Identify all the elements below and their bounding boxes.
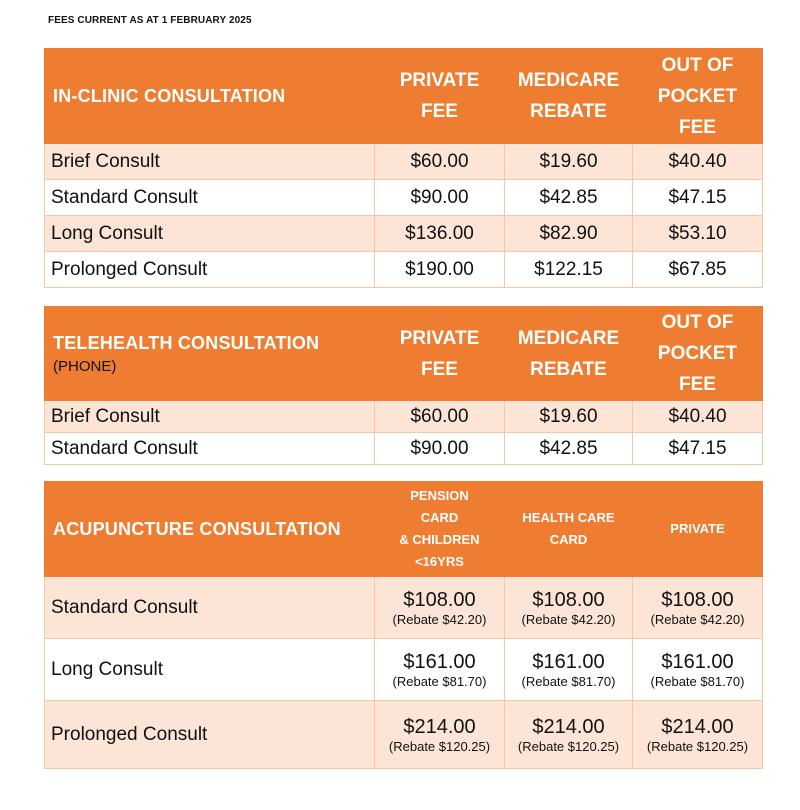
in-clinic-fee-table <box>44 48 763 288</box>
header-line: PRIVATE <box>399 327 480 349</box>
fee-amount: $161.00 <box>403 650 476 673</box>
table-row <box>45 639 763 701</box>
consult-name: Brief Consult <box>45 144 375 180</box>
fees-date-notice: FEES CURRENT AS AT 1 FEBRUARY 2025 <box>48 15 252 26</box>
pension-fee-cell <box>375 701 505 769</box>
table-row <box>45 701 763 769</box>
in-clinic-title: IN-CLINIC CONSULTATION <box>45 49 375 144</box>
header-line: REBATE <box>530 101 607 122</box>
private-fee: $60.00 <box>375 401 505 433</box>
header-line: FEE <box>679 374 716 395</box>
health-care-card-header <box>505 482 633 577</box>
health-care-card-fee-cell <box>505 701 633 769</box>
table-row <box>45 252 763 288</box>
out-of-pocket-fee: $53.10 <box>633 216 763 252</box>
consult-name: Standard Consult <box>45 433 375 465</box>
telehealth-subtitle: (PHONE) <box>53 357 117 375</box>
health-care-card-fee-cell <box>505 639 633 701</box>
header-line: OUT OF <box>661 312 734 333</box>
pension-card-header <box>375 482 505 577</box>
fee-amount: $108.00 <box>532 588 605 611</box>
telehealth-title: TELEHEALTH CONSULTATION <box>53 332 320 353</box>
header-line: PRIVATE <box>670 521 725 536</box>
out-of-pocket-header <box>633 49 763 144</box>
rebate-amount: (Rebate $81.70) <box>650 673 745 689</box>
medicare-rebate: $122.15 <box>505 252 633 288</box>
table-row <box>45 216 763 252</box>
fee-amount: $108.00 <box>403 588 476 611</box>
consult-name: Standard Consult <box>45 577 375 639</box>
private-fee: $136.00 <box>375 216 505 252</box>
header-line: CARD <box>549 532 588 547</box>
header-line: PENSION <box>410 488 469 503</box>
medicare-rebate: $19.60 <box>505 144 633 180</box>
private-fee-header <box>375 49 505 144</box>
private-fee: $90.00 <box>375 433 505 465</box>
out-of-pocket-fee: $67.85 <box>633 252 763 288</box>
private-fee: $60.00 <box>375 144 505 180</box>
private-fee-cell <box>633 701 763 769</box>
header-line: HEALTH CARE <box>522 510 615 525</box>
private-fee-cell <box>633 639 763 701</box>
table-row <box>45 180 763 216</box>
consult-name: Prolonged Consult <box>45 252 375 288</box>
rebate-amount: (Rebate $42.20) <box>392 611 487 627</box>
out-of-pocket-header <box>633 307 763 401</box>
consult-name: Long Consult <box>45 639 375 701</box>
header-line: & CHILDREN <box>399 532 480 547</box>
header-line: MEDICARE <box>517 327 620 349</box>
rebate-amount: (Rebate $120.25) <box>646 738 749 754</box>
telehealth-header-row <box>45 307 763 401</box>
fee-amount: $214.00 <box>532 715 605 738</box>
fee-amount: $108.00 <box>661 588 734 611</box>
consult-name: Standard Consult <box>45 180 375 216</box>
out-of-pocket-fee: $47.15 <box>633 180 763 216</box>
header-line: FEE <box>421 101 458 122</box>
header-line: FEE <box>421 358 458 380</box>
private-fee: $90.00 <box>375 180 505 216</box>
out-of-pocket-fee: $47.15 <box>633 433 763 465</box>
rebate-amount: (Rebate $81.70) <box>521 673 616 689</box>
consult-name: Prolonged Consult <box>45 701 375 769</box>
private-fee: $190.00 <box>375 252 505 288</box>
private-fee-cell <box>633 577 763 639</box>
rebate-amount: (Rebate $42.20) <box>650 611 745 627</box>
header-line: <16YRS <box>415 554 464 569</box>
pension-fee-cell <box>375 577 505 639</box>
header-line: POCKET <box>657 343 738 364</box>
medicare-rebate-header <box>505 307 633 401</box>
fee-amount: $214.00 <box>403 715 476 738</box>
table-row <box>45 433 763 465</box>
health-care-card-fee-cell <box>505 577 633 639</box>
rebate-amount: (Rebate $120.25) <box>388 738 491 754</box>
fee-amount: $161.00 <box>532 650 605 673</box>
header-line: REBATE <box>530 358 607 380</box>
table-row <box>45 577 763 639</box>
medicare-rebate-header <box>505 49 633 144</box>
telehealth-fee-table <box>44 306 763 465</box>
private-fee-header <box>375 307 505 401</box>
consult-name: Long Consult <box>45 216 375 252</box>
medicare-rebate: $82.90 <box>505 216 633 252</box>
telehealth-title-cell <box>45 307 375 401</box>
rebate-amount: (Rebate $120.25) <box>517 738 620 754</box>
header-line: OUT OF <box>661 54 734 76</box>
rebate-amount: (Rebate $42.20) <box>521 611 616 627</box>
header-line: FEE <box>679 116 716 138</box>
fee-amount: $214.00 <box>661 715 734 738</box>
private-header <box>633 482 763 577</box>
table-row <box>45 144 763 180</box>
acupuncture-fee-table <box>44 481 763 769</box>
acupuncture-header-row <box>45 482 763 577</box>
header-line: PRIVATE <box>399 70 480 91</box>
header-line: MEDICARE <box>517 70 620 91</box>
rebate-amount: (Rebate $81.70) <box>392 673 487 689</box>
fee-amount: $161.00 <box>661 650 734 673</box>
consult-name: Brief Consult <box>45 401 375 433</box>
header-line: CARD <box>420 510 459 525</box>
out-of-pocket-fee: $40.40 <box>633 401 763 433</box>
medicare-rebate: $42.85 <box>505 433 633 465</box>
out-of-pocket-fee: $40.40 <box>633 144 763 180</box>
medicare-rebate: $19.60 <box>505 401 633 433</box>
table-row <box>45 401 763 433</box>
header-line: POCKET <box>657 85 738 107</box>
acupuncture-title: ACUPUNCTURE CONSULTATION <box>45 482 375 577</box>
pension-fee-cell <box>375 639 505 701</box>
medicare-rebate: $42.85 <box>505 180 633 216</box>
in-clinic-header-row <box>45 49 763 144</box>
